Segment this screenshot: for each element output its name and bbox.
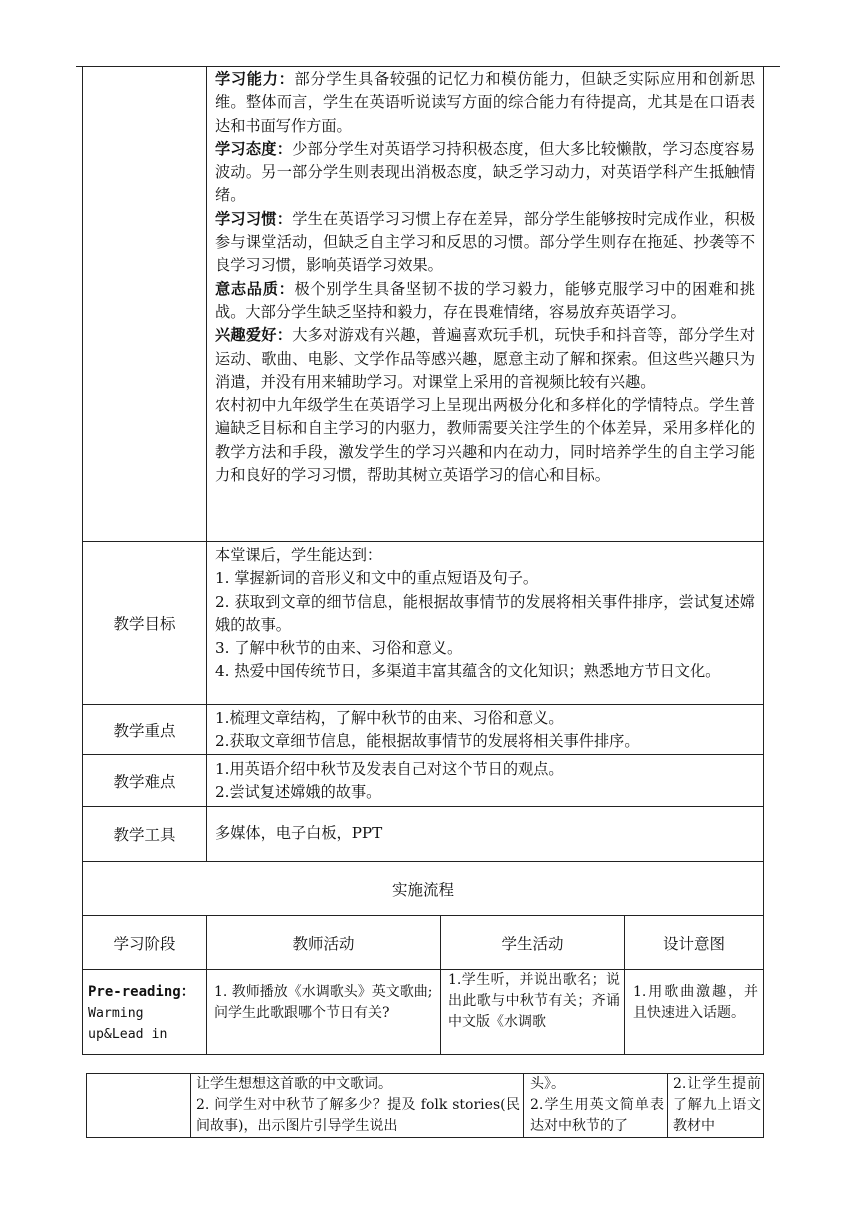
page2-column-divider	[523, 1073, 524, 1138]
teacher-activity-line: 让学生想想这首歌的中文歌词。	[196, 1076, 392, 1092]
profile-label: 兴趣爱好：	[215, 326, 293, 345]
page2-bottom-border	[86, 1137, 764, 1138]
profile-text: 学生在英语学习习惯上存在差异，部分学生能够按时完成作业，积极参与课堂活动，但缺乏自主学习和反思的习惯。部分学生则存在拖延、抄袭等不良学习习惯，影响英语学习效果。	[215, 209, 756, 275]
profile-paragraph	[215, 208, 755, 278]
teacher-activity-line: 1. 教师播放《水调歌头》英文歌曲;	[214, 984, 433, 1000]
student-activity-cell: 1.学生听，并说出歌名；说出此歌与中秋节有关；齐诵中文版《水调歌	[448, 972, 620, 1030]
difficulties-label: 教学难点	[113, 772, 176, 791]
difficulty-line: 1.用英语介绍中秋节及发表自己对这个节日的观点。	[215, 760, 564, 778]
key-points-label: 教学重点	[113, 721, 176, 740]
teacher-activity-line: 2. 问学生对中秋节了解多少？提及 folk stories(民间故事)，出示图片引导学生说出	[196, 1097, 520, 1134]
table-bottom-border	[82, 1054, 764, 1055]
profile-paragraph	[215, 68, 755, 138]
table-right-border	[763, 66, 764, 1055]
student-activity-line: 2.学生用英文简单表达对中秋节的了	[530, 1097, 664, 1134]
page2-column-divider	[190, 1073, 191, 1138]
profile-text: 极个别学生具备坚韧不拔的学习毅力，能够克服学习中的困难和挑战。大部分学生缺乏坚持和毅力，存在畏难情绪，容易放弃英语学习。	[215, 279, 756, 321]
difficulties-content	[215, 758, 755, 805]
row-divider	[82, 969, 764, 970]
header-stage: 学习阶段	[113, 934, 176, 953]
page2-left-border	[86, 1073, 87, 1138]
teacher-activity-cell	[214, 982, 436, 1024]
page2-intent-cell: 2.让学生提前了解九上语文教材中	[673, 1076, 761, 1134]
student-profile-cell	[215, 68, 755, 487]
profile-summary: 农村初中九年级学生在英语学习上呈现出两极分化和多样化的学情特点。学生普遍缺乏目标和自主学习的内驱力，教师需要关注学生的个体差异，采用多样化的教学方法和手段，激发学生的学习兴趣和内在动力，同时培养学生的自主学习能力和良好的学习习惯，帮助其树立英语学习的信心和目标。	[215, 396, 755, 485]
objective-line: 3. 了解中秋节的由来、习俗和意义。	[215, 639, 463, 658]
profile-label: 学习态度：	[215, 139, 293, 158]
profile-text: 部分学生具备较强的记忆力和模仿能力，但缺乏实际应用和创新思维。整体而言，学生在英语听说读写方面的综合能力有待提高，尤其是在口语表达和书面写作方面。	[215, 70, 756, 135]
profile-text: 少部分学生对英语学习持积极态度，但大多比较懒散，学习态度容易波动。另一部分学生则表现出消极态度，缺乏学习动力，对英语学科产生抵触情绪。	[215, 139, 756, 205]
tools-content: 多媒体，电子白板，PPT	[215, 824, 383, 842]
profile-label: 意志品质：	[215, 279, 295, 298]
profile-text: 大多对游戏有兴趣，普遍喜欢玩手机，玩快手和抖音等，部分学生对运动、歌曲、电影、文学作品等感兴趣，愿意主动了解和探索。但这些兴趣只为消遣，并没有用来辅助学习。对课堂上采用的音视频比较有兴趣。	[215, 326, 756, 391]
objectives-label: 教学目标	[113, 615, 176, 633]
teacher-activity-line: 问学生此歌跟哪个节日有关?	[214, 1005, 390, 1021]
header-student: 学生活动	[501, 934, 564, 953]
key-point-line: 2.获取文章细节信息，能根据故事情节的发展将相关事件排序。	[215, 732, 640, 751]
tools-label: 教学工具	[113, 826, 176, 844]
objectives-content	[215, 544, 755, 684]
page2-student-cell	[530, 1074, 664, 1137]
stage-subtitle: Warming up&Lead in	[88, 1006, 168, 1042]
page2-column-divider	[667, 1073, 668, 1138]
profile-paragraph	[215, 278, 755, 325]
profile-label: 学习习惯：	[215, 209, 293, 228]
header-teacher: 教师活动	[292, 934, 355, 953]
objective-line: 4. 热爱中国传统节日，多渠道丰富其蕴含的文化知识；熟悉地方节日文化。	[215, 662, 721, 681]
key-points-content	[215, 707, 755, 754]
design-intent-cell: 1.用歌曲激趣，并且快速进入话题。	[633, 984, 758, 1021]
objective-line: 本堂课后，学生能达到：	[215, 546, 383, 564]
stage-cell	[88, 982, 204, 1045]
difficulty-line: 2.尝试复述嫦娥的故事。	[215, 783, 382, 802]
page2-right-border	[763, 1073, 764, 1138]
profile-paragraph	[215, 138, 755, 208]
stage-title: Pre-reading：	[88, 984, 195, 1000]
profile-label: 学习能力：	[215, 70, 295, 88]
page2-teacher-cell	[196, 1074, 520, 1137]
key-point-line: 1.梳理文章结构，了解中秋节的由来、习俗和意义。	[215, 709, 564, 727]
label-column-divider	[206, 66, 207, 861]
student-activity-line: 头》。	[530, 1076, 565, 1092]
process-title: 实施流程	[391, 880, 454, 899]
objective-line: 2. 获取到文章的细节信息，能根据故事情节的发展将相关事件排序，尝试复述嫦娥的故事。	[215, 592, 755, 634]
top-rule	[76, 66, 780, 67]
objective-line: 1. 掌握新词的音形义和文中的重点短语及句子。	[215, 569, 539, 588]
header-intent: 设计意图	[662, 934, 725, 953]
profile-paragraph	[215, 324, 755, 394]
